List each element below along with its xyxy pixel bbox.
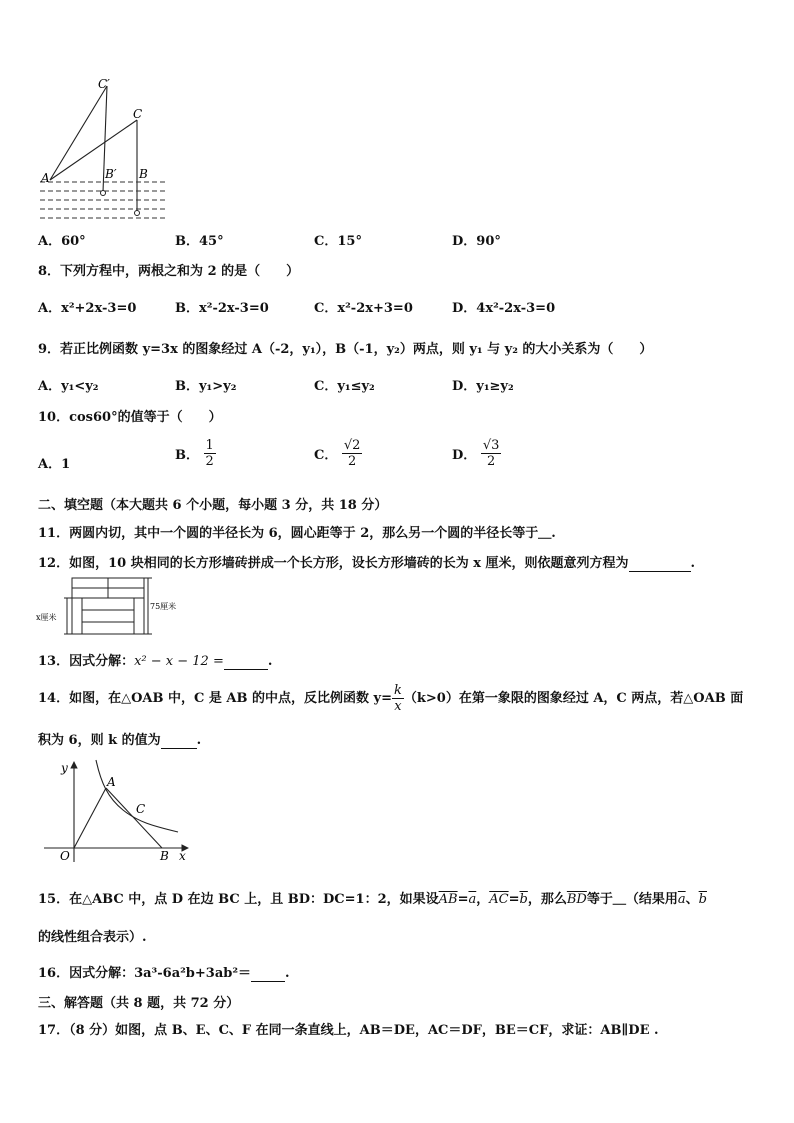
q12-brick-figure: [36, 576, 196, 638]
q7-seg-a-c: [50, 120, 137, 180]
option-letter: C．: [314, 448, 338, 463]
q14-end: .: [196, 733, 202, 748]
option-letter: B．: [175, 379, 199, 394]
option-letter: C．: [314, 234, 338, 249]
q13-answer-blank[interactable]: [224, 654, 268, 670]
q15-vector-a: $\overline{a}$: [468, 892, 477, 907]
q16-text-content: 16．因式分解：3a³-6a²b+3ab²＝: [38, 966, 252, 981]
option-text: y₁<y₂: [61, 379, 99, 394]
section-3-heading: 三、解答题（共 8 题，共 72 分）: [38, 996, 240, 1011]
option-text: 60°: [61, 234, 86, 249]
q7-float-b: [135, 211, 140, 216]
q8-option-d[interactable]: [452, 297, 555, 316]
q13-expression: x² − x − 12 =: [134, 654, 224, 669]
q8-stem: 8．下列方程中，两根之和为 2 的是（ ）: [38, 264, 300, 279]
option-letter: C．: [314, 379, 338, 394]
q7-option-b[interactable]: [175, 230, 224, 249]
option-letter: A．: [38, 301, 62, 316]
q7-float-bprime: [101, 191, 106, 196]
q14-line1: [38, 680, 743, 718]
option-text: 1: [61, 457, 71, 472]
q15-line1: [38, 888, 707, 907]
q7-label-a: A: [41, 171, 50, 185]
q13-end: .: [267, 654, 273, 669]
q9-option-d[interactable]: [452, 375, 514, 394]
q15-then: ，那么: [527, 892, 567, 907]
q15-vector-b: $\overline{b}$: [519, 892, 528, 907]
numerator: √3: [482, 438, 500, 453]
fraction: [342, 438, 363, 469]
q14-label-y: y: [61, 761, 68, 775]
q9-stem: 9．若正比例函数 y=3x 的图象经过 A（-2，y₁），B（-1，y₂）两点，则 y₁ 与 y₂ 的大小关系为（ ）: [38, 342, 653, 357]
option-text: 15°: [337, 234, 362, 249]
q7-option-a[interactable]: [38, 230, 86, 249]
numerator: √2: [343, 438, 361, 453]
section-2-heading: 二、填空题（本大题共 6 个小题，每小题 3 分，共 18 分）: [38, 498, 388, 513]
q10-option-a[interactable]: [38, 453, 70, 472]
q12-end: .: [690, 556, 696, 571]
q9-option-b[interactable]: [175, 375, 236, 394]
q13-text: [38, 650, 272, 670]
option-letter: C．: [314, 301, 338, 316]
q16-end: .: [285, 966, 290, 981]
q15-vector-ab: $\overline{AB}$: [438, 892, 458, 907]
numerator: 1: [205, 438, 214, 453]
fraction: [204, 438, 216, 469]
denominator: 2: [205, 454, 214, 469]
option-text: y₁≤y₂: [337, 379, 375, 394]
q15-eq: =: [508, 892, 520, 907]
q7-figure: [36, 72, 176, 224]
q15-comma: ，: [476, 892, 490, 907]
q14-label-b: B: [160, 849, 169, 863]
option-letter: A．: [38, 234, 62, 249]
q15-vector-ac: $\overline{AC}$: [489, 892, 509, 907]
q10-option-b[interactable]: [175, 438, 216, 469]
q7-seg-a-cprime: [50, 86, 107, 180]
denominator: 2: [486, 454, 496, 469]
q15-sep: 、: [685, 892, 699, 907]
option-letter: D．: [452, 379, 477, 394]
q13-prefix: 13．因式分解：: [38, 654, 135, 669]
numerator: k: [393, 683, 402, 698]
q12-label-75: 75厘米: [150, 602, 177, 611]
q12-stem: [38, 552, 695, 572]
q16-answer-blank[interactable]: [251, 966, 285, 982]
q14-line2-text: 积为 6，则 k 的值为: [38, 733, 161, 748]
q16-text: [38, 962, 290, 982]
option-text: y₁≥y₂: [476, 379, 514, 394]
option-letter: D．: [452, 234, 477, 249]
q7-option-c[interactable]: [314, 230, 362, 249]
q8-option-c[interactable]: [314, 297, 413, 316]
q10-stem: 10．cos60°的值等于（ ）: [38, 410, 222, 425]
q14-seg-a-b: [106, 788, 162, 848]
q14-label-o: O: [60, 849, 70, 863]
option-letter: B．: [175, 448, 199, 463]
q8-option-a[interactable]: [38, 297, 136, 316]
option-letter: D．: [452, 448, 477, 463]
option-text: x²-2x-3=0: [199, 301, 269, 316]
option-letter: A．: [38, 379, 62, 394]
option-text: y₁>y₂: [199, 379, 237, 394]
option-letter: D．: [452, 301, 477, 316]
q14-label-c: C: [136, 802, 146, 816]
option-text: 45°: [199, 234, 224, 249]
q7-label-cprime: C′: [98, 77, 110, 91]
q7-label-c: C: [133, 107, 143, 121]
q14-line2: [38, 729, 201, 749]
option-text: x²+2x-3=0: [61, 301, 137, 316]
q7-label-bprime: B′: [105, 167, 117, 181]
q14-label-x: x: [179, 849, 186, 863]
q14-seg-o-a: [74, 788, 106, 848]
q12-stem-text: 12．如图，10 块相同的长方形墙砖拼成一个长方形，设长方形墙砖的长为 x 厘米，则依题意列方程为: [38, 556, 629, 571]
q15-part1: 15．在△ABC 中，点 D 在边 BC 上，且 BD：DC=1：2，如果设: [38, 892, 439, 907]
option-letter: A．: [38, 457, 62, 472]
option-letter: B．: [175, 234, 199, 249]
q15-vector-a: $\overline{a}$: [677, 892, 686, 907]
option-letter: B．: [175, 301, 199, 316]
q15-equals-text: 等于＿（结果用: [586, 892, 678, 907]
q7-label-b: B: [139, 167, 148, 181]
q14-prefix: 14．如图，在△OAB 中，C 是 AB 的中点，反比例函数 y=: [38, 691, 392, 706]
q14-fraction: [392, 683, 404, 714]
q14-answer-blank[interactable]: [161, 733, 197, 749]
q14-figure: [38, 758, 198, 866]
q14-suffix: （k>0）在第一象限的图象经过 A，C 两点，若△OAB 面: [403, 691, 744, 706]
denominator: x: [394, 699, 402, 714]
q14-label-a: A: [107, 775, 116, 789]
q11-text: 11．两圆内切，其中一个圆的半径长为 6，圆心距等于 2，那么另一个圆的半径长等于＿.: [38, 526, 556, 541]
q10-option-d[interactable]: [452, 438, 501, 469]
q15-vector-bd: $\overline{BD}$: [566, 892, 587, 907]
q10-option-c[interactable]: [314, 438, 362, 469]
option-text: 90°: [476, 234, 501, 249]
q15-vector-b: $\overline{b}$: [698, 892, 707, 907]
denominator: 2: [348, 454, 357, 469]
option-text: 4x²-2x-3=0: [476, 301, 556, 316]
option-text: x²-2x+3=0: [337, 301, 413, 316]
q9-option-a[interactable]: [38, 375, 98, 394]
fraction: [481, 438, 502, 469]
q17-text: 17．（8 分）如图，点 B、E、C、F 在同一条直线上，AB＝DE，AC＝DF，BE＝CF，求证：AB∥DE .: [38, 1023, 659, 1038]
q7-option-d[interactable]: [452, 230, 501, 249]
q15-eq: =: [457, 892, 469, 907]
q15-line2: 的线性组合表示）.: [38, 930, 147, 945]
q9-option-c[interactable]: [314, 375, 375, 394]
q8-option-b[interactable]: [175, 297, 269, 316]
q12-label-x: x厘米: [36, 613, 57, 622]
q12-answer-blank[interactable]: [629, 556, 691, 572]
